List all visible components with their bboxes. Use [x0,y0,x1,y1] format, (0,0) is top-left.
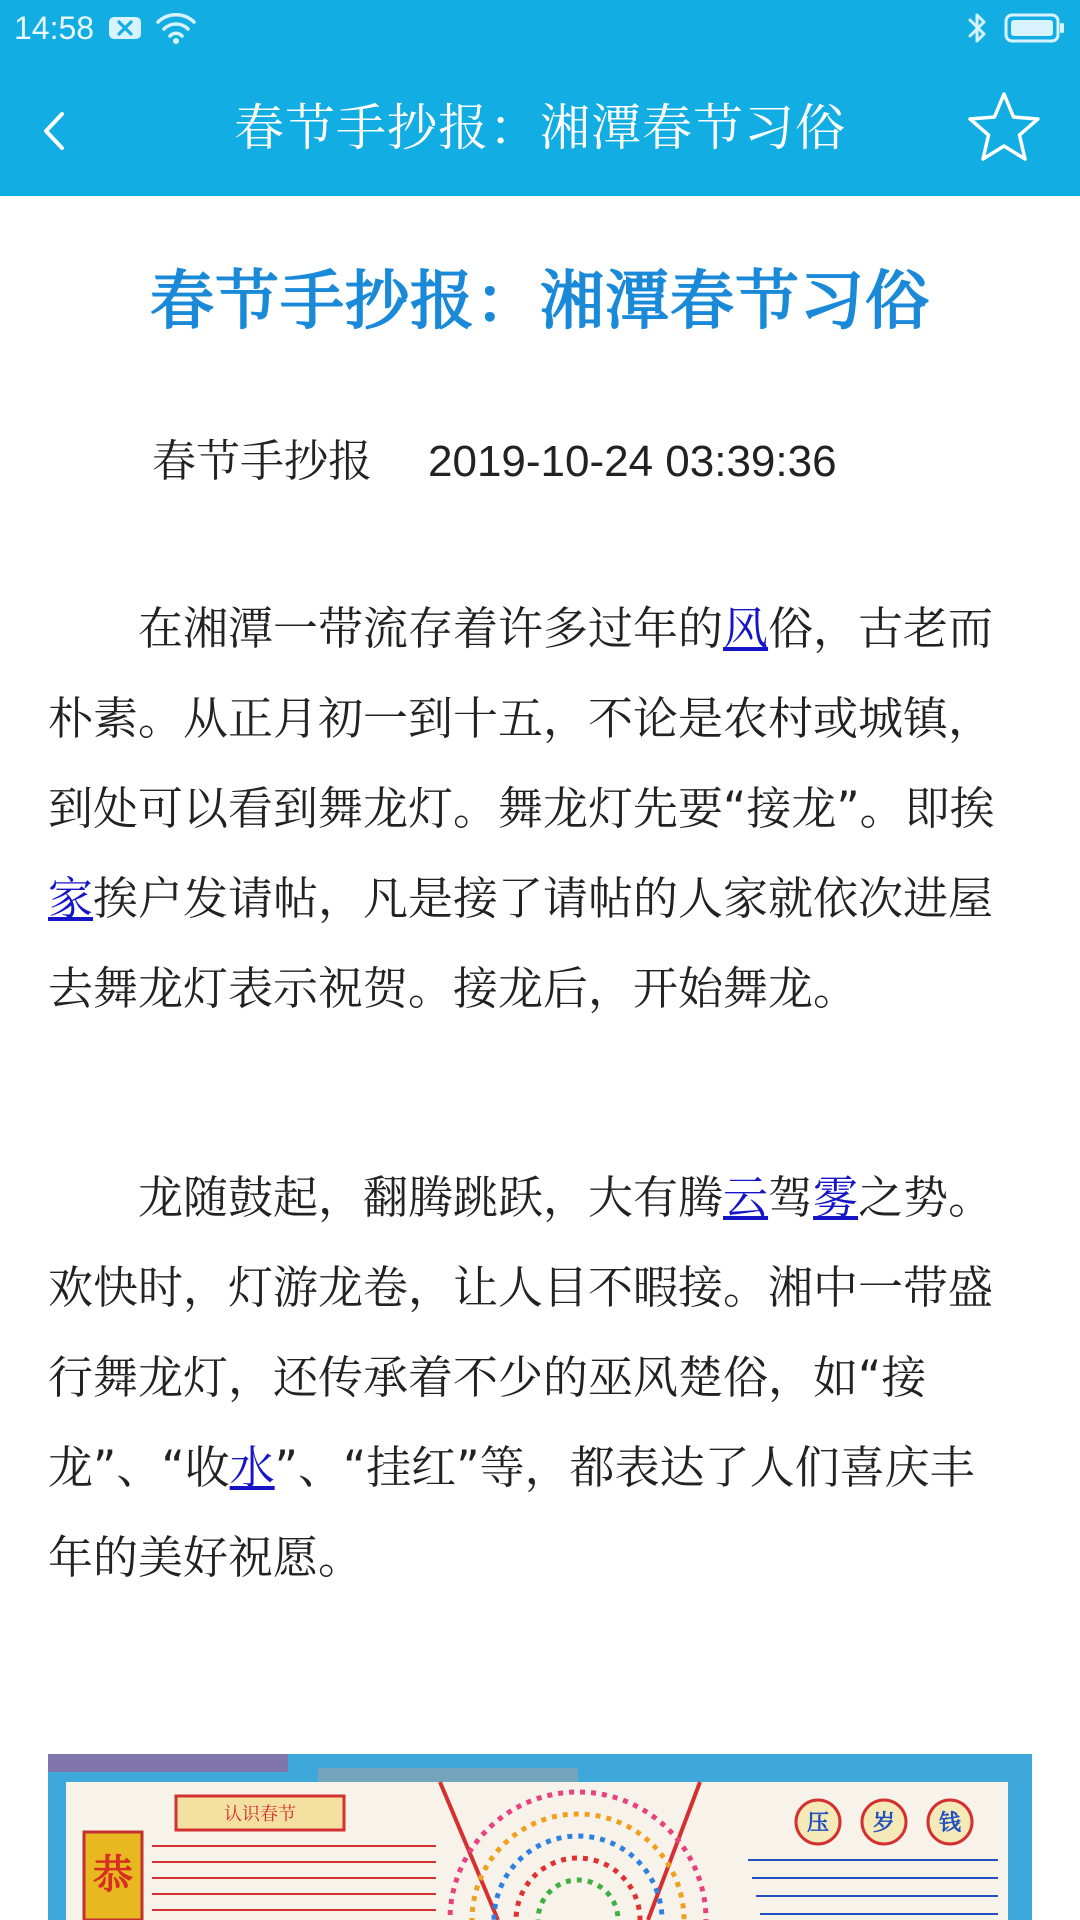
keyword-link-wu[interactable]: 雾 [813,1171,859,1224]
battery-icon [1004,12,1066,44]
text-run: 在湘潭一带流存着许多过年的 [138,602,724,655]
wifi-icon [154,10,198,46]
text-run: 挨户发请帖，凡是接了请帖的人家就依次进屋去舞龙灯表示祝贺。接龙后，开始舞龙。 [48,872,994,1015]
article-author: 春节手抄报 [152,436,372,487]
star-icon [962,86,1046,170]
article-date: 2019-10-24 03:39:36 [428,437,837,486]
keyword-link-feng[interactable]: 风 [723,602,769,655]
status-bar [0,0,1080,56]
article-image [48,1754,1032,1920]
text-run: 之势。欢快时，灯游龙卷，让人目不暇接。湘中一带盛行舞龙灯，还传承着不少的巫风楚俗，如“接龙”、“收 [48,1171,994,1494]
text-run: ”、“挂红”等，都表达了人们喜庆丰年的美好祝愿。 [48,1441,975,1584]
article-meta [152,432,837,492]
status-time: 14:58 [14,10,95,46]
photo-bubble-char: 钱 [938,1811,962,1836]
article-paragraph-1 [48,584,1008,1034]
text-run: 俗，古老而朴素。从正月初一到十五，不论是农村或城镇，到处可以看到舞龙灯。舞龙灯先要“接龙”。即挨 [48,602,995,835]
article-title: 春节手抄报：湘潭春节习俗 [150,265,930,339]
bluetooth-icon [964,10,990,46]
keyword-link-yun[interactable]: 云 [723,1171,769,1224]
text-run: 龙随鼓起，翻腾跳跃，大有腾 [138,1171,724,1224]
toolbar-title: 春节手抄报：湘潭春节习俗 [234,99,846,157]
favorite-button[interactable] [962,86,1046,170]
photo-bubble-char: 压 [806,1811,830,1836]
toolbar [0,56,1080,196]
notification-x-icon [108,14,142,42]
back-button[interactable] [30,96,80,166]
photo-sign-label: 认识春节 [224,1804,296,1825]
text-run: 驾 [768,1171,814,1224]
article-paragraph-2 [48,1153,1008,1603]
keyword-link-jia[interactable]: 家 [48,872,94,925]
keyword-link-shui[interactable]: 水 [229,1441,275,1494]
photo-bubble-char: 岁 [872,1811,896,1836]
top-app-bar [0,0,1080,196]
back-arrow-icon [30,96,80,166]
photo-red-char: 恭 [93,1852,133,1898]
